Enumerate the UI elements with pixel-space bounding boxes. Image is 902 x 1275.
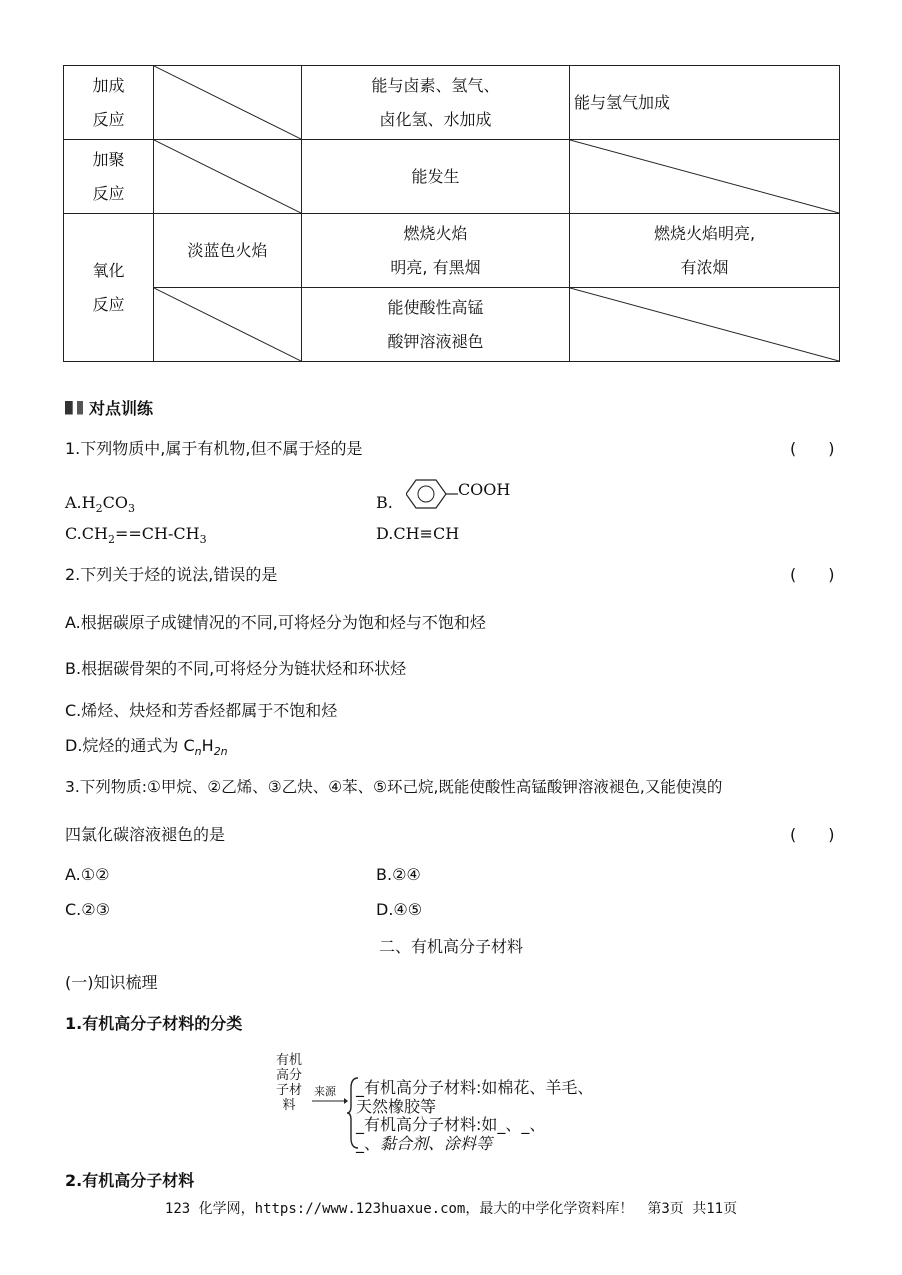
benzene-cell: 能与氢气加成 xyxy=(570,66,840,140)
benzene-ring-icon xyxy=(406,478,458,510)
option-a: A.根据碳原子成键情况的不同,可将烃分为饱和烃与不饱和烃 xyxy=(65,613,486,632)
option-c: C.烯烃、炔烃和芳香烃都属于不饱和烃 xyxy=(65,701,338,720)
option-c: $C.CH_2==CH-CH_3$ xyxy=(65,524,207,547)
branch-synthetic: _有机高分子材料:如_、_、 _、黏合剂、涂料等 xyxy=(356,1115,546,1153)
section-marker-icon xyxy=(65,401,79,415)
question-1-stem: 1.下列物质中,属于有机物,但不属于烃的是 xyxy=(65,439,363,458)
table-row xyxy=(64,66,840,140)
table-row xyxy=(64,140,840,214)
part-title: 二、有机高分子材料 xyxy=(378,937,523,956)
row-label: 加聚 反应 xyxy=(64,140,154,214)
alkene-cell: 能与卤素、氢气、 卤化氢、水加成 xyxy=(302,66,570,140)
table-row xyxy=(64,288,840,362)
alkene-cell: 燃烧火焰 明亮, 有黑烟 xyxy=(302,214,570,288)
diagram-root: 有机 高分 子材 料 xyxy=(276,1053,303,1113)
row-label: 氧化 反应 xyxy=(64,214,154,362)
empty-diagonal-cell xyxy=(154,140,302,214)
heading: 1.有机高分子材料的分类 xyxy=(65,1014,243,1033)
subsection-title: (一)知识梳理 xyxy=(65,973,158,992)
empty-diagonal-cell xyxy=(154,288,302,362)
branch-natural: _有机高分子材料:如棉花、羊毛、 天然橡胶等 xyxy=(356,1078,594,1116)
empty-diagonal-cell xyxy=(154,66,302,140)
arrow-label: 来源 xyxy=(314,1085,336,1098)
option-a: $A.H_2CO_3$ xyxy=(65,493,135,516)
option-b: B.根据碳骨架的不同,可将烃分为链状烃和环状烃 xyxy=(65,659,407,678)
option-d: D.烷烃的通式为 $C_nH_{2n}$ xyxy=(65,736,228,759)
question-3-stem: 3.下列物质:①甲烷、②乙烯、③乙炔、④苯、⑤环己烷,既能使酸性高锰酸钾溶液褪色,又能使溴的 xyxy=(65,778,723,796)
question-2-stem: 2.下列关于烃的说法,错误的是 xyxy=(65,565,278,584)
option-b: B.②④ xyxy=(376,865,421,884)
empty-diagonal-cell xyxy=(570,288,840,362)
alkene-cell: 能发生 xyxy=(302,140,570,214)
alkane-cell: 淡蓝色火焰 xyxy=(154,214,302,288)
answer-bracket: ( ) xyxy=(790,565,835,584)
benzene-cell: 燃烧火焰明亮, 有浓烟 xyxy=(570,214,840,288)
answer-bracket: ( ) xyxy=(790,439,835,458)
option-b: B. COOH xyxy=(376,480,511,512)
alkene-cell: 能使酸性高锰 酸钾溶液褪色 xyxy=(302,288,570,362)
question-3-stem-cont: 四氯化碳溶液褪色的是 xyxy=(65,825,226,844)
section-title: 对点训练 xyxy=(65,396,153,419)
properties-table xyxy=(63,65,840,362)
heading: 2.有机高分子材料 xyxy=(65,1171,195,1190)
table-row xyxy=(64,214,840,288)
empty-diagonal-cell xyxy=(570,140,840,214)
arrow-right-icon xyxy=(312,1096,348,1106)
option-d: D.CH≡CH xyxy=(376,524,460,543)
row-label: 加成 反应 xyxy=(64,66,154,140)
answer-bracket: ( ) xyxy=(790,825,835,844)
option-a: A.①② xyxy=(65,865,110,884)
section-marker-icon xyxy=(73,401,83,415)
page-footer: 123 化学网，https://www.123huaxue.com，最大的中学化学资料库！ 第3页 共11页 xyxy=(164,1201,738,1217)
option-d: D.④⑤ xyxy=(376,900,423,919)
option-c: C.②③ xyxy=(65,900,110,919)
